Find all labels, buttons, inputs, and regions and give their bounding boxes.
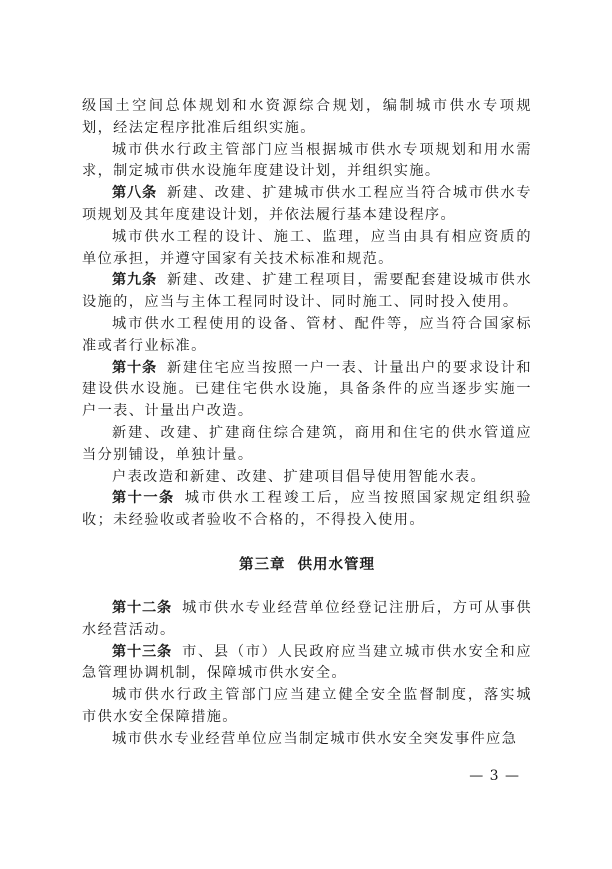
paragraph — [82, 467, 532, 489]
paragraph-text: 新建、改建、扩建城市供水工程应当符合城市供水专项规划及其年度建设计划，并依法履行基本建设程序。 — [82, 185, 532, 223]
article-label: 第八条 — [112, 185, 157, 202]
paragraph — [82, 314, 532, 358]
chapter-title: 供用水管理 — [297, 556, 375, 573]
paragraph — [82, 140, 532, 184]
article-label: 第十三条 — [112, 643, 173, 660]
paragraph-text: 户表改造和新建、改建、扩建项目倡导使用智能水表。 — [112, 468, 487, 485]
paragraph-text: 级国土空间总体规划和水资源综合规划，编制城市供水专项规划，经法定程序批准后组织实施。 — [82, 98, 532, 136]
paragraph-text: 新建住宅应当按照一户一表、计量出户的要求设计和建设供水设施。已建住宅供水设施，具备条件的应当逐步实施一户一表、计量出户改造。 — [82, 359, 532, 420]
paragraph-text: 城市供水行政主管部门应当根据城市供水专项规划和用水需求，制定城市供水设施年度建设计划，并组织实施。 — [82, 141, 532, 180]
paragraph — [82, 423, 532, 467]
paragraph-text: 新建、改建、扩建商住综合建筑，商用和住宅的供水管道应当分别铺设，单独计量。 — [82, 424, 532, 463]
article-paragraph — [82, 642, 532, 686]
paragraph — [82, 96, 532, 140]
paragraph-text: 城市供水工程使用的设备、管材、配件等，应当符合国家标准或者行业标准。 — [82, 315, 532, 354]
paragraph-text: 城市供水专业经营单位经登记注册后，方可从事供水经营活动。 — [82, 599, 532, 638]
paragraph-text: 市、县（市）人民政府应当建立城市供水安全和应急管理协调机制，保障城市供水安全。 — [82, 643, 532, 682]
article-paragraph — [82, 270, 532, 314]
article-label: 第九条 — [112, 272, 157, 289]
paragraph-text: 城市供水工程竣工后，应当按照国家规定组织验收；未经验收或者验收不合格的，不得投入使用。 — [82, 490, 532, 529]
chapter-heading — [82, 554, 532, 576]
article-label: 第十一条 — [112, 490, 175, 507]
article-paragraph — [82, 183, 532, 227]
chapter-number: 第三章 — [239, 556, 286, 573]
page-number: — 3 — — [469, 768, 520, 784]
paragraph — [82, 729, 532, 751]
body-text — [82, 96, 532, 751]
paragraphs-before-chapter — [82, 96, 532, 532]
article-paragraph — [82, 488, 532, 532]
article-paragraph — [82, 598, 532, 642]
article-label: 第十二条 — [112, 599, 173, 616]
paragraph-text: 城市供水工程的设计、施工、监理，应当由具有相应资质的单位承担，并遵守国家有关技术标准和规范。 — [82, 228, 532, 267]
paragraph — [82, 685, 532, 729]
article-paragraph — [82, 358, 532, 423]
article-label: 第十条 — [112, 359, 157, 376]
paragraph-text: 城市供水专业经营单位应当制定城市供水安全突发事件应急 — [112, 730, 518, 747]
paragraph-text: 城市供水行政主管部门应当建立健全安全监督制度，落实城市供水安全保障措施。 — [82, 687, 532, 725]
paragraphs-after-chapter — [82, 598, 532, 751]
paragraph-text: 新建、改建、扩建工程项目，需要配套建设城市供水设施的，应当与主体工程同时设计、同时施工、同时投入使用。 — [82, 272, 532, 311]
paragraph — [82, 227, 532, 271]
